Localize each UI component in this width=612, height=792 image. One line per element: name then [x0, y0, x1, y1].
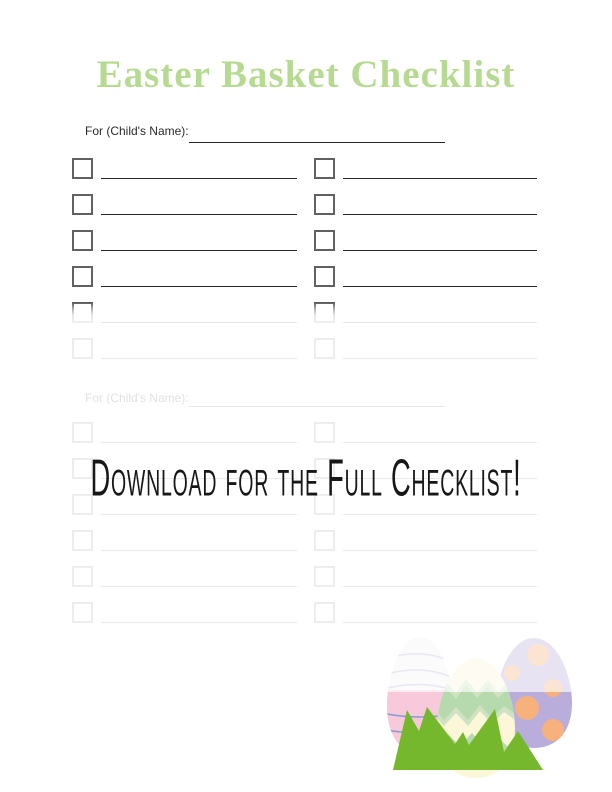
checkbox[interactable]	[314, 230, 335, 251]
write-line[interactable]	[343, 158, 537, 179]
checklist-row	[72, 602, 297, 638]
write-line[interactable]	[343, 422, 537, 443]
checklist-row	[314, 158, 537, 194]
checkbox[interactable]	[314, 530, 335, 551]
checklist-row	[314, 338, 537, 374]
write-line[interactable]	[343, 266, 537, 287]
checklist-row	[72, 158, 297, 194]
write-line[interactable]	[101, 530, 297, 551]
write-line[interactable]	[343, 230, 537, 251]
child-name-field[interactable]	[189, 394, 445, 407]
fade-overlay	[378, 628, 612, 692]
checklist-row	[72, 230, 297, 266]
checkbox[interactable]	[314, 302, 335, 323]
write-line[interactable]	[101, 602, 297, 623]
download-call-to-action: Download for the Full Checklist!	[90, 449, 522, 508]
checkbox[interactable]	[72, 158, 93, 179]
write-line[interactable]	[343, 302, 537, 323]
checkbox[interactable]	[314, 422, 335, 443]
checkbox[interactable]	[72, 230, 93, 251]
checkbox[interactable]	[72, 266, 93, 287]
child-name-label: For (Child's Name):	[85, 124, 189, 138]
write-line[interactable]	[343, 338, 537, 359]
checkbox[interactable]	[314, 566, 335, 587]
checkbox[interactable]	[72, 530, 93, 551]
write-line[interactable]	[101, 194, 297, 215]
checklist-row	[72, 566, 297, 602]
write-line[interactable]	[101, 302, 297, 323]
write-line[interactable]	[343, 566, 537, 587]
checkbox[interactable]	[314, 266, 335, 287]
write-line[interactable]	[101, 158, 297, 179]
checklist-row	[72, 338, 297, 374]
checkbox[interactable]	[314, 158, 335, 179]
write-line[interactable]	[101, 230, 297, 251]
checkbox[interactable]	[314, 194, 335, 215]
write-line[interactable]	[343, 530, 537, 551]
checkbox[interactable]	[72, 566, 93, 587]
checklist-column-left	[72, 158, 297, 374]
write-line[interactable]	[343, 602, 537, 623]
page-title: Easter Basket Checklist	[96, 53, 516, 96]
checklist-row	[72, 266, 297, 302]
checklist-column-right	[314, 158, 537, 374]
checklist-row	[314, 530, 537, 566]
checklist-row	[314, 230, 537, 266]
checklist-row	[72, 194, 297, 230]
checkbox[interactable]	[72, 194, 93, 215]
child-name-label: For (Child's Name):	[85, 391, 189, 405]
checkbox[interactable]	[72, 602, 93, 623]
write-line[interactable]	[101, 566, 297, 587]
checkbox[interactable]	[314, 338, 335, 359]
checkbox[interactable]	[72, 338, 93, 359]
write-line[interactable]	[343, 194, 537, 215]
checkbox[interactable]	[314, 602, 335, 623]
write-line[interactable]	[101, 266, 297, 287]
child-name-field[interactable]	[189, 129, 445, 143]
write-line[interactable]	[101, 338, 297, 359]
write-line[interactable]	[101, 422, 297, 443]
checklist-row	[314, 566, 537, 602]
easter-eggs-illustration	[378, 628, 612, 792]
checkbox[interactable]	[72, 302, 93, 323]
checklist-row	[314, 302, 537, 338]
checklist-row	[72, 530, 297, 566]
checkbox[interactable]	[72, 422, 93, 443]
checklist-row	[72, 302, 297, 338]
checklist-row	[314, 194, 537, 230]
checklist-row	[314, 266, 537, 302]
